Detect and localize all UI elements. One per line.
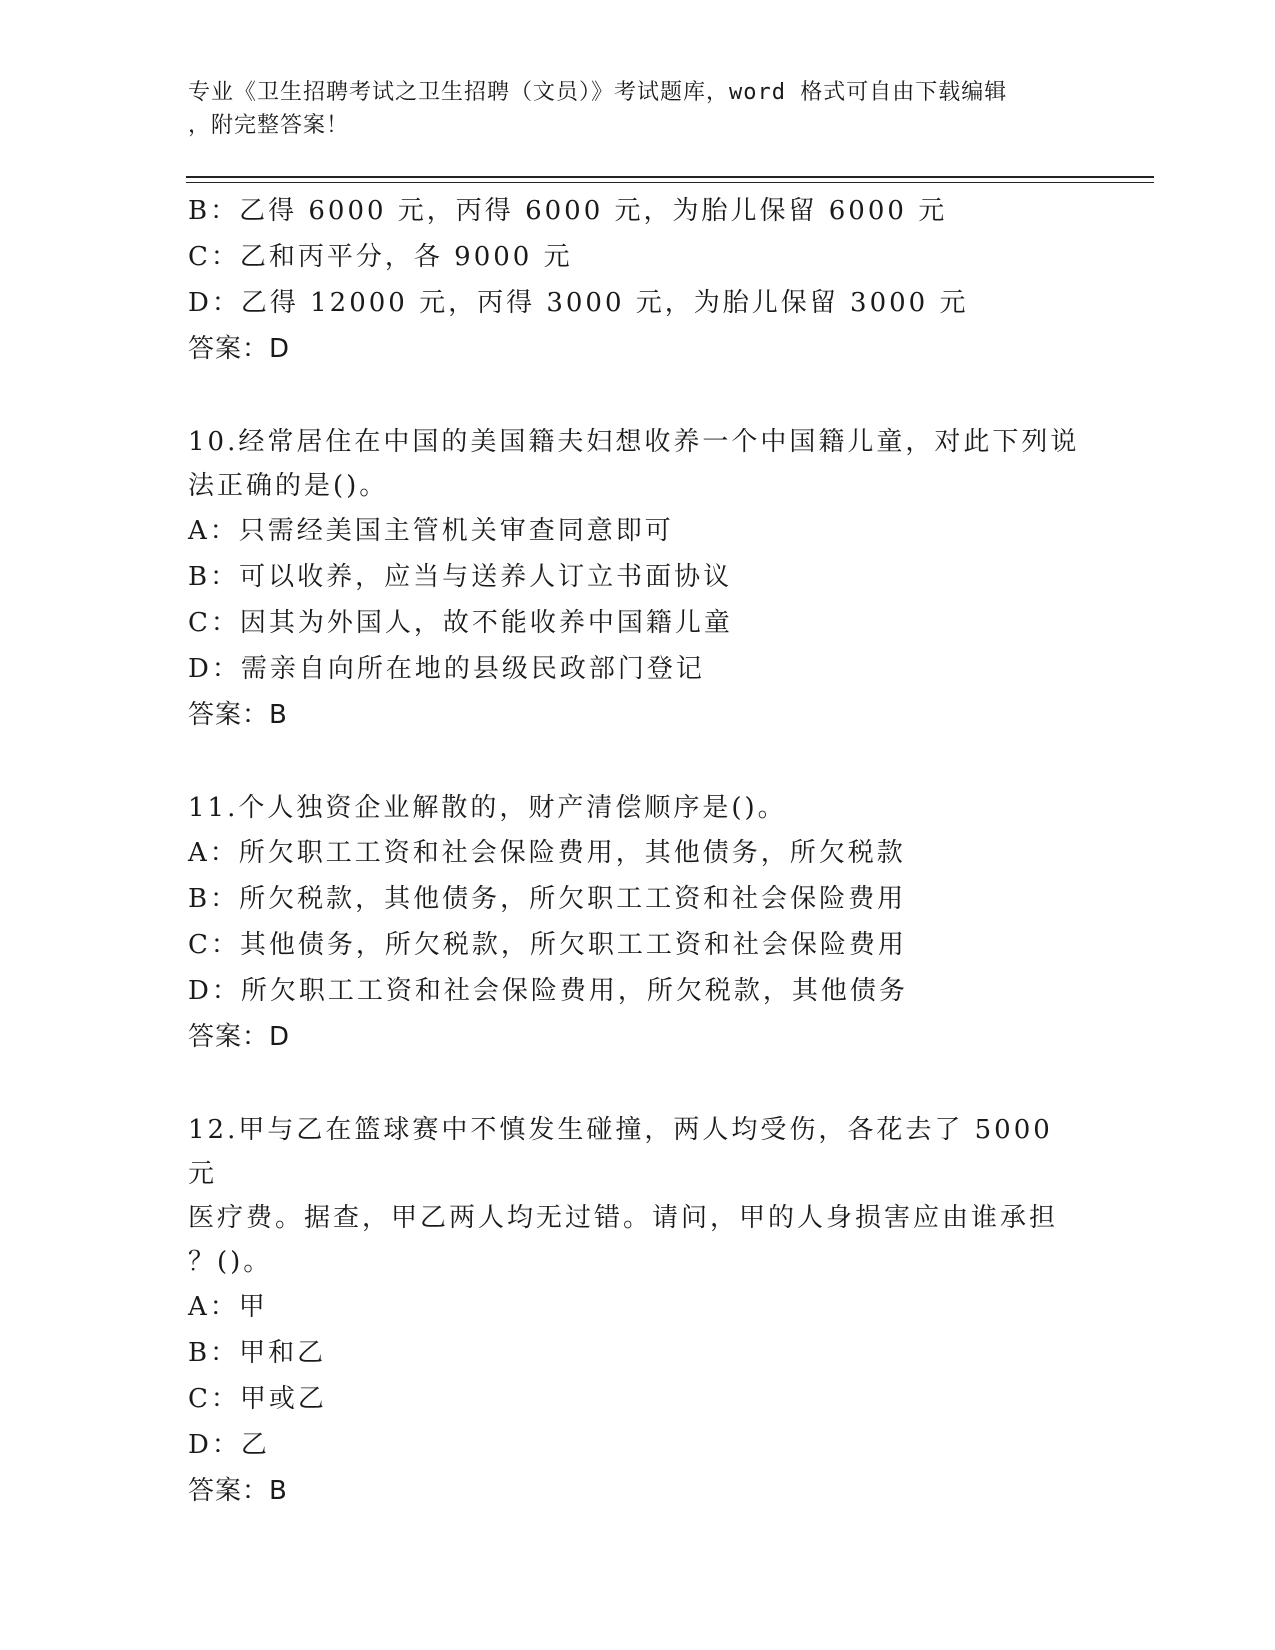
header-rule-thin	[186, 182, 1154, 183]
header-rule-thick	[186, 176, 1154, 178]
question-stem: 11.个人独资企业解散的，财产清偿顺序是()。	[188, 793, 787, 823]
answer-label: 答案：D	[188, 1022, 291, 1052]
option-c: C：因其为外国人，故不能收养中国籍儿童	[188, 608, 733, 638]
option-c: C：甲或乙	[188, 1384, 327, 1414]
question-list	[188, 188, 1088, 1514]
option-d: D：需亲自向所在地的县级民政部门登记	[188, 654, 705, 684]
option-a: A：只需经美国主管机关审查同意即可	[188, 516, 674, 546]
question-block-11	[188, 786, 1088, 1060]
question-stem: 12.甲与乙在篮球赛中不慎发生碰撞，两人均受伤，各花去了 5000 元 医疗费。据查，甲乙两人均无过错。请问，甲的人身损害应由谁承担 ？()。	[188, 1115, 1059, 1277]
answer-label: 答案：B	[188, 1476, 288, 1506]
option-c: C：其他债务，所欠税款，所欠职工工资和社会保险费用	[188, 930, 907, 960]
option-d: D：乙得 12000 元，丙得 3000 元，为胎儿保留 3000 元	[188, 288, 969, 318]
question-block-prev	[188, 188, 1088, 372]
question-block-10	[188, 420, 1088, 738]
document-header	[188, 76, 1068, 142]
option-c: C：乙和丙平分，各 9000 元	[188, 242, 573, 272]
option-a: A：甲	[188, 1292, 268, 1322]
option-b: B：乙得 6000 元，丙得 6000 元，为胎儿保留 6000 元	[188, 196, 948, 226]
option-b: B：甲和乙	[188, 1338, 327, 1368]
option-b: B：可以收养，应当与送养人订立书面协议	[188, 562, 733, 592]
question-block-12	[188, 1108, 1088, 1514]
option-b: B：所欠税款，其他债务，所欠职工工资和社会保险费用	[188, 884, 907, 914]
answer-label: 答案：D	[188, 334, 291, 364]
option-a: A：所欠职工工资和社会保险费用，其他债务，所欠税款	[188, 838, 906, 868]
option-d: D：乙	[188, 1430, 270, 1460]
option-d: D：所欠职工工资和社会保险费用，所欠税款，其他债务	[188, 976, 908, 1006]
question-stem: 10.经常居住在中国的美国籍夫妇想收养一个中国籍儿童，对此下列说 法正确的是()。	[188, 427, 1080, 501]
answer-label: 答案：B	[188, 700, 288, 730]
header-title: 专业《卫生招聘考试之卫生招聘（文员）》考试题库，word 格式可自由下载编辑	[188, 80, 1008, 105]
header-subtitle: ，附完整答案！	[188, 113, 350, 138]
